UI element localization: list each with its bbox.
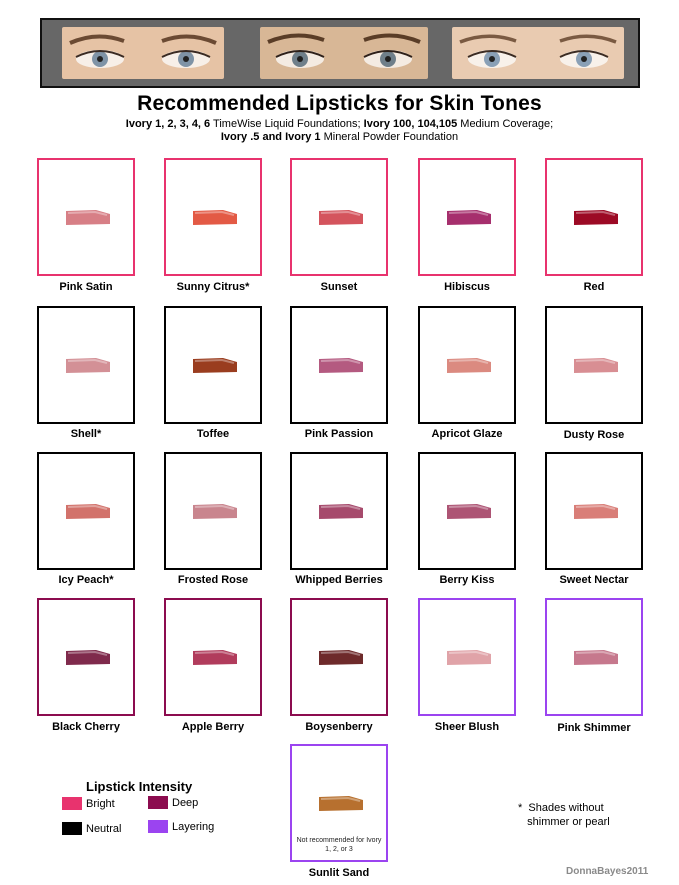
subtitle-text-2: Medium Coverage;	[457, 118, 554, 130]
lipstick-icon	[190, 354, 240, 378]
lipstick-icon	[571, 646, 621, 670]
lipstick-icon	[63, 646, 113, 670]
swatch-box[interactable]	[290, 598, 388, 716]
subtitle-line-1	[0, 118, 679, 131]
legend-chip-deep	[148, 796, 168, 809]
lipstick-icon	[190, 206, 240, 230]
lipstick-icon	[444, 206, 494, 230]
swatch-box[interactable]	[37, 158, 135, 276]
swatch-box[interactable]	[290, 158, 388, 276]
swatch-box[interactable]	[418, 452, 516, 570]
swatch-box[interactable]	[418, 158, 516, 276]
eye-photo-1	[62, 27, 224, 79]
lipstick-icon	[316, 206, 366, 230]
swatch-label: Sunset	[320, 281, 358, 293]
swatch-box[interactable]	[545, 598, 643, 716]
swatch-label: Berry Kiss	[439, 574, 495, 586]
lipstick-icon	[571, 206, 621, 230]
lipstick-icon	[63, 354, 113, 378]
swatch-box[interactable]	[37, 306, 135, 424]
swatch-box[interactable]	[164, 452, 262, 570]
swatch-box[interactable]	[164, 306, 262, 424]
swatch-label: Toffee	[196, 428, 230, 440]
subtitle-shade-range-2: Ivory 100, 104,105	[363, 118, 458, 130]
swatch-box[interactable]	[545, 452, 643, 570]
footnote-line-1: Shades without	[528, 802, 604, 814]
subtitle-shade-range-3: Ivory .5 and Ivory 1	[220, 131, 321, 143]
lipstick-icon	[571, 354, 621, 378]
page-title: Recommended Lipsticks for Skin Tones	[137, 92, 542, 115]
footnote-line-2: shimmer or pearl	[527, 816, 610, 828]
legend-label-bright: Bright	[86, 798, 115, 810]
lipstick-icon	[444, 500, 494, 524]
swatch-label: Sweet Nectar	[559, 574, 629, 586]
swatch-box[interactable]	[164, 598, 262, 716]
lipstick-icon	[63, 206, 113, 230]
swatch-label: Icy Peach*	[58, 574, 114, 586]
subtitle-line-2	[0, 131, 679, 144]
lipstick-icon	[190, 646, 240, 670]
footnote-marker: *	[518, 802, 523, 814]
swatch-label: Sheer Blush	[434, 721, 500, 733]
swatch-box[interactable]	[418, 306, 516, 424]
swatch-label: Red	[583, 281, 605, 293]
swatch-box[interactable]	[37, 598, 135, 716]
subtitle-shade-range-1: Ivory 1, 2, 3, 4, 6	[125, 118, 211, 130]
eye-photo-2	[260, 27, 428, 79]
swatch-note: Not recommended for Ivory 1, 2, or 3	[296, 837, 382, 853]
swatch-label: Pink Shimmer	[557, 722, 631, 734]
legend-chip-neutral	[62, 822, 82, 835]
credit-watermark: DonnaBayes2011	[566, 866, 649, 877]
swatch-label: Sunlit Sand	[308, 867, 370, 879]
swatch-box[interactable]	[418, 598, 516, 716]
swatch-box[interactable]	[545, 158, 643, 276]
swatch-box[interactable]	[37, 452, 135, 570]
swatch-label: Pink Passion	[304, 428, 374, 440]
subtitle-text-3: Mineral Powder Foundation	[320, 131, 459, 143]
swatch-label: Apple Berry	[181, 721, 245, 733]
lipstick-icon	[444, 354, 494, 378]
legend-chip-bright	[62, 797, 82, 810]
legend-chip-layering	[148, 820, 168, 833]
swatch-box[interactable]	[545, 306, 643, 424]
lipstick-icon	[316, 354, 366, 378]
swatch-label: Sunny Citrus*	[176, 281, 250, 293]
lipstick-icon	[444, 646, 494, 670]
swatch-label: Dusty Rose	[563, 429, 625, 441]
eye-photo-3	[452, 27, 624, 79]
lipstick-icon	[316, 792, 366, 816]
lipstick-icon	[63, 500, 113, 524]
lipstick-icon	[571, 500, 621, 524]
legend-label-layering: Layering	[172, 821, 215, 833]
lipstick-icon	[190, 500, 240, 524]
legend-label-deep: Deep	[172, 797, 199, 809]
footnote	[518, 801, 610, 829]
swatch-label: Shell*	[70, 428, 102, 440]
swatch-label: Hibiscus	[444, 281, 490, 293]
swatch-label: Black Cherry	[52, 721, 120, 733]
swatch-label: Apricot Glaze	[431, 428, 503, 440]
swatch-box[interactable]	[290, 744, 388, 862]
legend-title: Lipstick Intensity	[86, 779, 193, 794]
lipstick-icon	[316, 646, 366, 670]
swatch-label: Pink Satin	[59, 281, 113, 293]
swatch-label: Boysenberry	[305, 721, 373, 733]
swatch-box[interactable]	[290, 306, 388, 424]
swatch-box[interactable]	[290, 452, 388, 570]
swatch-label: Frosted Rose	[177, 574, 249, 586]
eyes-banner	[40, 18, 640, 88]
subtitle-text-1: TimeWise Liquid Foundations;	[210, 118, 364, 130]
legend-label-neutral: Neutral	[86, 823, 122, 835]
lipstick-icon	[316, 500, 366, 524]
swatch-label: Whipped Berries	[295, 574, 383, 586]
swatch-box[interactable]	[164, 158, 262, 276]
